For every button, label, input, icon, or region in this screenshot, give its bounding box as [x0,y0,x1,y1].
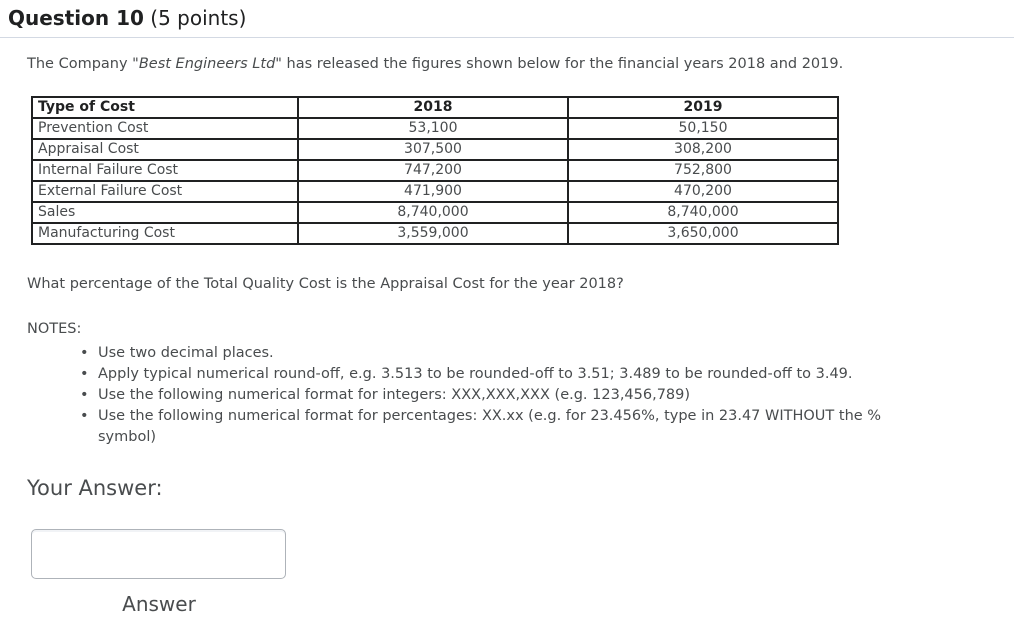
table-row [32,181,838,202]
value-2019-cell: 50,150 [568,118,838,139]
table-row [32,139,838,160]
value-2018-cell: 53,100 [298,118,568,139]
notes-list [75,343,925,448]
cost-type-cell: Prevention Cost [32,118,298,139]
question-prompt: What percentage of the Total Quality Cost is the Appraisal Cost for the year 2018? [27,276,624,292]
bullet-icon: • [80,408,89,424]
table-row [32,118,838,139]
cost-type-cell: Manufacturing Cost [32,223,298,244]
column-header-2018: 2018 [298,97,568,118]
cost-type-cell: Internal Failure Cost [32,160,298,181]
bullet-icon: • [80,366,89,382]
note-item [75,385,925,406]
bullet-icon: • [80,345,89,361]
question-points: (5 points) [150,6,247,30]
header-divider [0,37,1014,38]
note-text: Use two decimal places. [98,345,274,361]
column-header-2019: 2019 [568,97,838,118]
value-2018-cell: 3,559,000 [298,223,568,244]
value-2018-cell: 471,900 [298,181,568,202]
value-2018-cell: 307,500 [298,139,568,160]
note-text: Use the following numerical format for percentages: XX.xx (e.g. for 23.456%, type in 23.47 WITHOUT the % symbol) [98,408,882,445]
table-header-row [32,97,838,118]
value-2019-cell: 8,740,000 [568,202,838,223]
note-item [75,406,925,448]
note-item [75,364,925,385]
question-title: Question 10 [8,6,144,30]
value-2019-cell: 3,650,000 [568,223,838,244]
intro-prefix: The Company " [27,56,139,72]
cost-type-cell: Appraisal Cost [32,139,298,160]
question-header [8,6,246,30]
intro-suffix: " has released the figures shown below for the financial years 2018 and 2019. [275,56,844,72]
cost-type-cell: Sales [32,202,298,223]
table-row [32,223,838,244]
intro-text [27,56,843,72]
note-text: Use the following numerical format for integers: XXX,XXX,XXX (e.g. 123,456,789) [98,387,691,403]
value-2018-cell: 747,200 [298,160,568,181]
answer-label: Answer [122,592,196,616]
column-header-type: Type of Cost [32,97,298,118]
notes-label: NOTES: [27,321,82,337]
cost-type-cell: External Failure Cost [32,181,298,202]
value-2019-cell: 308,200 [568,139,838,160]
company-name: Best Engineers Ltd [138,56,276,72]
table-row [32,202,838,223]
answer-input[interactable] [31,529,286,579]
value-2019-cell: 752,800 [568,160,838,181]
value-2019-cell: 470,200 [568,181,838,202]
note-item [75,343,925,364]
note-text: Apply typical numerical round-off, e.g. 3.513 to be rounded-off to 3.51; 3.489 to be rounded-off to 3.49. [98,366,853,382]
table-row [32,160,838,181]
value-2018-cell: 8,740,000 [298,202,568,223]
your-answer-heading: Your Answer: [27,476,163,500]
bullet-icon: • [80,387,89,403]
cost-table [31,96,839,245]
